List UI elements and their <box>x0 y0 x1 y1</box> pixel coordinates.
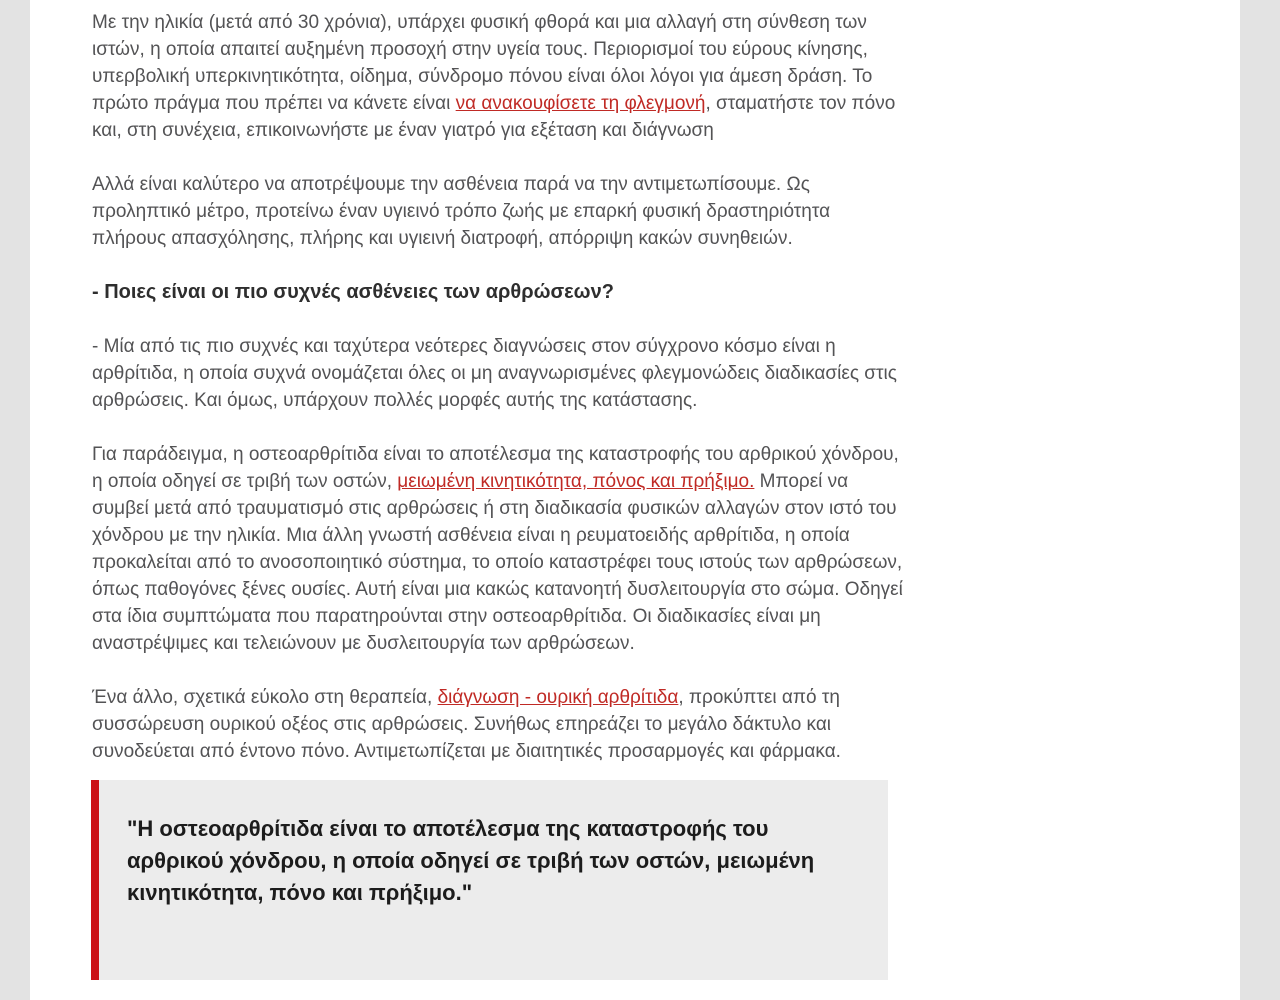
text-segment: Αλλά είναι καλύτερο να αποτρέψουμε την ασθένεια παρά να την αντιμετωπίσουμε. Ως προληπτικό μέτρο, προτείνω έναν υγιεινό τρόπο ζωής με επαρκή φυσική δραστηριότητα πλήρους απασχόλησης, πλήρης και υγιεινή διατροφή, απόρριψη κακών συνηθειών. <box>92 174 831 249</box>
text-segment: Με την ηλικία (μετά από 30 χρόνια), υπάρχει φυσική φθορά και μια αλλαγή στη σύνθεση των ιστών, η οποία απαιτεί αυξημένη προσοχή στην υγεία τους. Περιορισμοί του εύρους κίνησης, υπερβολική υπερκινητικότητα, οίδημα, σύνδρομο πόνου είναι όλοι λόγοι για άμεση δράση. Το πρώτο πράγμα που πρέπει να κάνετε είναι <box>92 12 873 114</box>
paragraph <box>92 171 907 252</box>
paragraph <box>92 9 907 144</box>
paragraph <box>92 333 907 414</box>
pull-quote <box>91 780 888 980</box>
section-question-heading: - Ποιες είναι οι πιο συχνές ασθένειες των αρθρώσεων? <box>92 281 614 303</box>
inline-link[interactable]: μειωμένη κινητικότητα, πόνος και πρήξιμο. <box>397 471 755 492</box>
pull-quote-text: "Η οστεοαρθρίτιδα είναι το αποτέλεσμα της καταστροφής του αρθρικού χόνδρου, η οποία οδηγεί σε τριβή των οστών, μειωμένη κινητικότητα, πόνο και πρήξιμο." <box>127 816 815 905</box>
content-sheet <box>30 0 1240 1000</box>
text-segment: Ένα άλλο, σχετικά εύκολο στη θεραπεία, <box>92 687 438 708</box>
article-body <box>30 0 912 980</box>
text-segment: Για παράδειγμα, η οστεοαρθρίτιδα είναι το αποτέλεσμα της καταστροφής του αρθρικού χόνδρου, η οποία οδηγεί σε τριβή των οστών, <box>92 444 899 492</box>
paragraph <box>92 684 907 765</box>
text-segment: Μπορεί να συμβεί μετά από τραυματισμό στις αρθρώσεις ή στη διαδικασία φυσικών αλλαγών στον ιστό του χόνδρου με την ηλικία. Μια άλλη γνωστή ασθένεια είναι η ρευματοειδής αρθρίτιδα, η οποία προκαλείται από το ανοσοποιητικό σύστημα, το οποίο καταστρέφει τους ιστούς των αρθρώσεων, όπως παθογόνες ξένες ουσίες. Αυτή είναι μια κακώς κατανοητή δυσλειτουργία στο σώμα. Οδηγεί στα ίδια συμπτώματα που παρατηρούνται στην οστεοαρθρίτιδα. Οι διαδικασίες είναι μη αναστρέψιμες και τελειώνουν με δυσλειτουργία των αρθρώσεων. <box>92 471 903 654</box>
inline-link[interactable]: να ανακουφίσετε τη φλεγμονή <box>455 93 706 114</box>
paragraph <box>92 441 907 657</box>
text-segment: , προκύπτει από τη συσσώρευση ουρικού οξέος στις αρθρώσεις. Συνήθως επηρεάζει το μεγάλο δάκτυλο και συνοδεύεται από έντονο πόνο. Αντιμετωπίζεται με διαιτητικές προσαρμογές και φάρμακα. <box>92 687 841 762</box>
inline-link[interactable]: διάγνωση - ουρική αρθρίτιδα <box>437 687 679 708</box>
text-segment: , σταματήστε τον πόνο και, στη συνέχεια, επικοινωνήστε με έναν γιατρό για εξέταση και διάγνωση <box>92 93 896 141</box>
text-segment: - Μία από τις πιο συχνές και ταχύτερα νεότερες διαγνώσεις στον σύγχρονο κόσμο είναι η αρθρίτιδα, η οποία συχνά ονομάζεται όλες οι μη αναγνωρισμένες φλεγμονώδεις διαδικασίες στις αρθρώσεις. Και όμως, υπάρχουν πολλές μορφές αυτής της κατάστασης. <box>92 336 897 411</box>
